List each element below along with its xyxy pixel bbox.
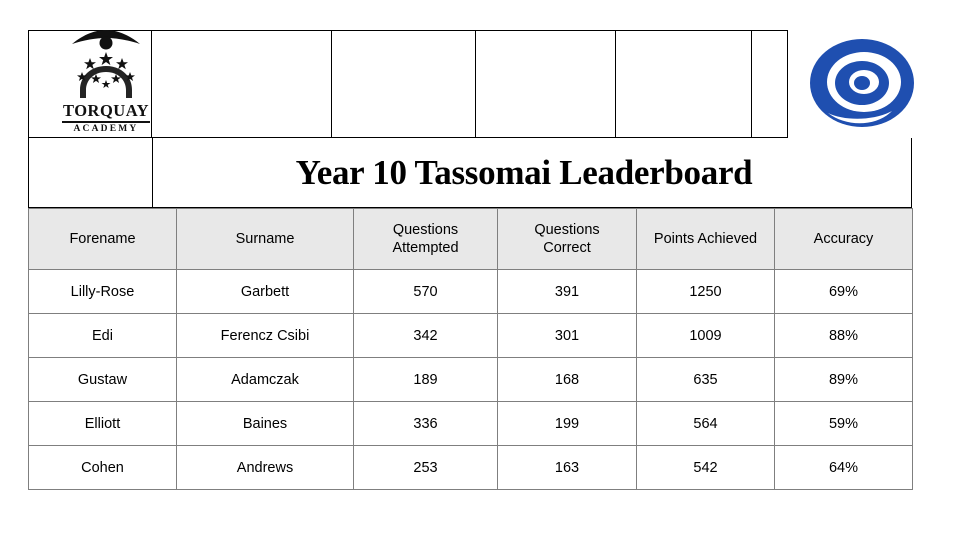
- cell-forename: Elliott: [29, 402, 177, 446]
- cell-accuracy: 88%: [775, 314, 913, 358]
- title-left-cell: [29, 138, 153, 207]
- title-cell: [153, 138, 911, 207]
- table-header-row: [29, 209, 913, 270]
- title-row: [28, 138, 912, 208]
- header-line-1: Questions: [392, 221, 459, 238]
- column-header-accuracy: Accuracy: [775, 209, 913, 270]
- cell-surname: Adamczak: [177, 358, 354, 402]
- header-cell-blank-2: [332, 30, 476, 138]
- cell-accuracy: 59%: [775, 402, 913, 446]
- header-cell-blank-3: [476, 30, 616, 138]
- target-icon: [806, 35, 918, 131]
- cell-accuracy: 69%: [775, 270, 913, 314]
- header-cell-blank-5: [752, 30, 788, 138]
- cell-forename: Lilly-Rose: [29, 270, 177, 314]
- table-row: [29, 358, 913, 402]
- torquay-academy-logo: [58, 28, 154, 144]
- cell-surname: Baines: [177, 402, 354, 446]
- table-row: [29, 314, 913, 358]
- table-row: [29, 402, 913, 446]
- header-line-1: Questions: [534, 221, 600, 238]
- header-cell-blank-4: [616, 30, 752, 138]
- column-header-questions-attempted: [354, 209, 498, 270]
- cell-forename: Cohen: [29, 446, 177, 490]
- column-header-points-achieved: Points Achieved: [637, 209, 775, 270]
- cell-questions-attempted: 253: [354, 446, 498, 490]
- cell-forename: Gustaw: [29, 358, 177, 402]
- cell-surname: Ferencz Csibi: [177, 314, 354, 358]
- cell-questions-correct: 301: [498, 314, 637, 358]
- table-row: [29, 270, 913, 314]
- cell-questions-correct: 163: [498, 446, 637, 490]
- logo-word-bottom: ACADEMY: [73, 123, 139, 134]
- header-line-2: Attempted: [392, 240, 459, 256]
- header-cell-blank-1: [152, 30, 332, 138]
- cell-questions-correct: 199: [498, 402, 637, 446]
- logo-word-top: TORQUAY: [62, 101, 150, 120]
- column-header-questions-correct: [498, 209, 637, 270]
- cell-points-achieved: 1250: [637, 270, 775, 314]
- academy-figure-icon: [58, 28, 154, 102]
- cell-questions-attempted: 342: [354, 314, 498, 358]
- column-header-surname: Surname: [177, 209, 354, 270]
- cell-accuracy: 89%: [775, 358, 913, 402]
- column-header-forename: Forename: [29, 209, 177, 270]
- logo-divider: [62, 121, 150, 123]
- cell-surname: Garbett: [177, 270, 354, 314]
- cell-points-achieved: 542: [637, 446, 775, 490]
- cell-questions-attempted: 336: [354, 402, 498, 446]
- tassomai-target-logo: [806, 35, 918, 131]
- cell-questions-attempted: 570: [354, 270, 498, 314]
- cell-points-achieved: 1009: [637, 314, 775, 358]
- cell-questions-correct: 391: [498, 270, 637, 314]
- cell-questions-correct: 168: [498, 358, 637, 402]
- cell-points-achieved: 564: [637, 402, 775, 446]
- cell-questions-attempted: 189: [354, 358, 498, 402]
- page-title: Year 10 Tassomai Leaderboard: [295, 152, 753, 192]
- leaderboard-table: [28, 208, 913, 490]
- cell-forename: Edi: [29, 314, 177, 358]
- header-line-2: Correct: [543, 240, 591, 256]
- table-row: [29, 446, 913, 490]
- cell-surname: Andrews: [177, 446, 354, 490]
- cell-points-achieved: 635: [637, 358, 775, 402]
- cell-accuracy: 64%: [775, 446, 913, 490]
